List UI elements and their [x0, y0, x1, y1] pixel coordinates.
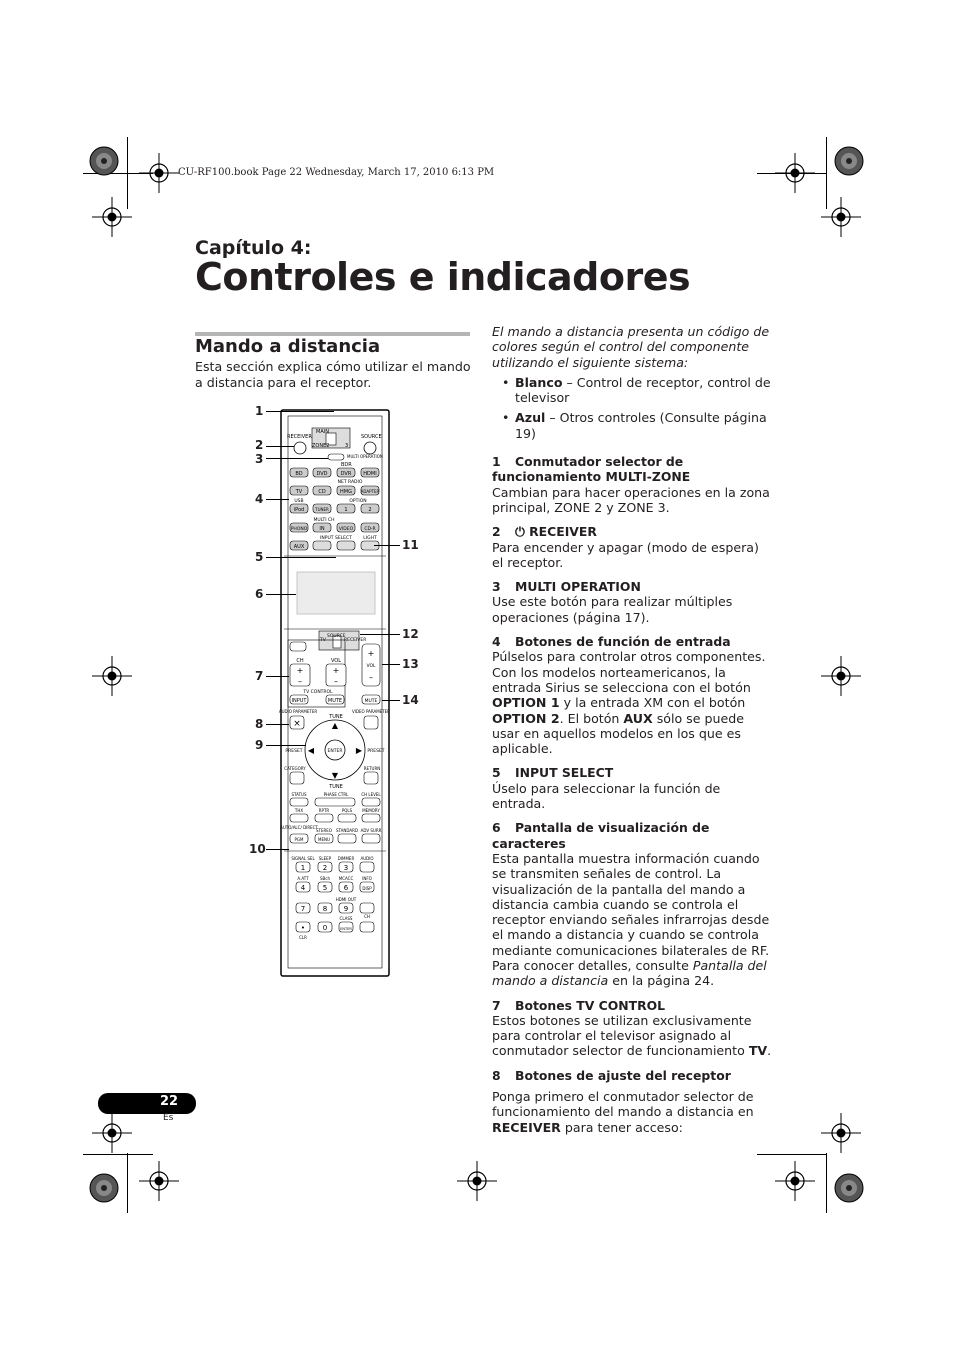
item-8-body: Ponga primero el conmutador selector de funcionamiento del mando a distancia en RECEIVER para tener acceso:: [492, 1089, 754, 1135]
rc-receiver-power-icon: [294, 442, 306, 454]
rc-bdr-label: BDR: [341, 462, 352, 468]
svg-text:9: 9: [343, 905, 349, 913]
rc-usb-label: USB: [294, 499, 304, 504]
rc-tv: TV: [295, 489, 303, 495]
rc-video-param-label: VIDEO PARAMETER: [352, 709, 390, 714]
item-6-body: Esta pantalla muestra información cuando se transmiten señales de control. La visualización de la pantalla del mando a distancia cambia cuando se controla el receptor enviando señales infrarrojas desde el mando a distancia y cuando se controla mediante comunicaciones bilaterales de RF. Para conocer detalles, consulte Pantalla del mando a distancia en la página 24.: [492, 850, 770, 989]
bullet-blue: • Azul – Otros controles (Consulte página 19): [492, 410, 772, 441]
svg-text:0: 0: [322, 924, 328, 932]
item-4-heading: 4 Botones de función de entrada: [492, 634, 731, 650]
svg-text:+: +: [296, 666, 304, 675]
svg-text:+: +: [332, 666, 340, 675]
page-number: 22: [160, 1094, 179, 1109]
callout-3: 3: [255, 452, 264, 466]
section-title: Mando a distancia: [195, 336, 381, 357]
right-column: [492, 324, 772, 1135]
rc-chlevel-label: CH LEVEL: [361, 792, 381, 797]
callout-1: 1: [255, 404, 264, 418]
callout-10: 10: [249, 842, 266, 856]
svg-text:◀: ◀: [307, 746, 315, 755]
chapter-label: Capítulo 4:: [195, 237, 312, 259]
rc-preset-right: PRESET: [367, 749, 385, 754]
rc-cd: CD: [318, 489, 326, 495]
rc-signalsel-label: SIGNAL SEL: [291, 856, 315, 861]
rc-mute: MUTE: [327, 698, 343, 704]
svg-text:1: 1: [300, 864, 306, 872]
rc-hmg: HMG: [340, 489, 352, 495]
svg-text:▶: ▶: [355, 746, 363, 755]
callout-5: 5: [255, 550, 264, 564]
svg-text:×: ×: [293, 719, 301, 729]
rc-auto-label: AUTO/ALC/ DIRECT: [280, 825, 318, 830]
rc-stereo-label: STEREO: [316, 828, 332, 833]
item-7-heading: 7 Botones TV CONTROL: [492, 997, 666, 1013]
rc-light-label: LIGHT: [363, 536, 377, 541]
rc-in: IN: [319, 526, 325, 532]
rc-inputselect-label: INPUT SELECT: [320, 536, 352, 541]
svg-text:MCACC: MCACC: [338, 876, 354, 881]
rc-netradio-label: NET RADIO: [337, 480, 363, 485]
rc-pgm: PGM: [294, 837, 304, 842]
rc-rptr-label: RPTR: [318, 808, 330, 813]
item-8-heading: 8 Botones de ajuste del receptor: [492, 1067, 731, 1083]
svg-text:INFO: INFO: [362, 876, 372, 881]
power-icon: ⏻: [515, 524, 530, 540]
rc-tv-sw-label: TV: [320, 638, 326, 643]
item-1-body: Cambian para hacer operaciones en la zona principal, ZONE 2 y ZONE 3.: [492, 484, 770, 515]
rc-source-sw-label: SOURCE: [327, 634, 346, 639]
rc-vol-right-label: VOL: [366, 664, 376, 669]
rc-adapter: ADAPTER: [360, 489, 380, 494]
svg-text:A.ATT: A.ATT: [297, 876, 309, 881]
svg-text:ENTER: ENTER: [340, 927, 352, 931]
svg-text:SBch: SBch: [319, 876, 331, 881]
rc-pqls-label: PQLS: [341, 808, 353, 813]
rc-source-power-icon: [364, 442, 376, 454]
page-title: Controles e indicadores: [195, 255, 691, 299]
callout-14: 14: [402, 693, 419, 707]
rc-sleep-label: SLEEP: [318, 856, 332, 861]
rc-status-label: STATUS: [291, 792, 307, 797]
svg-text:–: –: [298, 677, 302, 686]
rc-phasectrl-label: PHASE CTRL: [323, 792, 349, 797]
svg-text:DISP: DISP: [362, 886, 372, 891]
bullet-white: • Blanco – Control de receptor, control de televisor: [492, 375, 772, 406]
rc-mute-right: MUTE: [364, 699, 378, 704]
rc-hdmi: HDMI: [363, 471, 377, 477]
svg-text:7: 7: [300, 905, 306, 913]
svg-text:▼: ▼: [331, 771, 339, 780]
item-1-heading: 1 Conmutador selector de funcionamiento MULTI-ZONE: [492, 454, 691, 485]
rc-audio-label: AUDIO: [360, 856, 374, 861]
page-number-badge: [98, 1093, 196, 1114]
rc-multich-label: MULTI CH: [313, 518, 335, 523]
item-5-heading: 5 INPUT SELECT: [492, 765, 614, 781]
callout-7: 7: [255, 669, 264, 683]
svg-text:2: 2: [322, 864, 328, 872]
rc-multi-operation-label: MULTI OPERATION: [347, 454, 383, 459]
item-4-body: Púlselos para controlar otros componentes. Con los modelos norteamericanos, la entrada Sirius se selecciona con el botón OPTION 1 y la entrada XM con el botón OPTION 2. El botón AUX sólo se puede usar en aquellos modelos en los que es aplicable.: [492, 649, 766, 757]
item-3-heading: 3 MULTI OPERATION: [492, 579, 641, 595]
rc-aux: AUX: [293, 544, 305, 550]
svg-text:CLR: CLR: [299, 935, 307, 940]
rc-dimmer-label: DIMMER: [337, 856, 355, 861]
callout-6: 6: [255, 587, 264, 601]
rc-input: INPUT: [291, 698, 307, 704]
item-7-body: Estos botones se utilizan exclusivamente para controlar el televisor asignado al conmutador selector de funcionamiento TV.: [492, 1012, 772, 1059]
rc-option2: 2: [368, 507, 372, 513]
svg-text:8: 8: [322, 905, 328, 913]
section-intro: Esta sección explica cómo utilizar el mando a distancia para el receptor.: [195, 359, 471, 390]
svg-text:–: –: [369, 673, 373, 682]
rc-category-label: CATEGORY: [284, 766, 306, 771]
item-5-body: Úselo para seleccionar la función de entrada.: [492, 780, 721, 812]
svg-text:–: –: [334, 677, 338, 686]
rc-memory-label: MEMORY: [362, 808, 380, 813]
rc-display: [297, 572, 375, 614]
rc-zone2-label: ZONE2: [312, 443, 330, 449]
item-2-heading: 2 ⏻ RECEIVER: [492, 524, 597, 540]
callout-12: 12: [402, 627, 419, 641]
svg-text:4: 4: [300, 884, 306, 892]
rc-tune-bottom: TUNE: [329, 784, 343, 790]
callout-11: 11: [402, 538, 419, 552]
rc-option-label: OPTION: [349, 499, 367, 504]
svg-text:▲: ▲: [331, 721, 339, 730]
rc-main-label: MAIN: [316, 429, 329, 435]
rc-menu: MENU: [318, 837, 330, 842]
svg-text:+: +: [367, 649, 375, 658]
rc-tuner: TUNER: [315, 507, 329, 512]
item-2-body: Para encender y apagar (modo de espera) el receptor.: [492, 539, 759, 570]
rc-ipod: iPod: [293, 507, 305, 513]
item-6-heading: 6 Pantalla de visualización de caracteres: [492, 820, 710, 851]
rc-vol-label: VOL: [330, 658, 342, 664]
rc-tune-top: TUNE: [329, 714, 343, 720]
color-code-intro: El mando a distancia presenta un código de colores según el control del componente utilizando el siguiente sistema:: [492, 324, 770, 370]
svg-text:HDMI OUT: HDMI OUT: [335, 897, 357, 902]
svg-text:6: 6: [343, 884, 349, 892]
item-3-body: Use este botón para realizar múltiples operaciones (página 17).: [492, 594, 733, 625]
svg-text:3: 3: [343, 864, 349, 872]
rc-ch-label: CH: [296, 658, 304, 664]
callout-8: 8: [255, 717, 264, 731]
rc-receiver-label: RECEIVER: [287, 434, 312, 440]
svg-text:•: •: [300, 924, 306, 932]
rc-source-label: SOURCE: [361, 434, 382, 440]
rc-preset-left: PRESET: [285, 749, 303, 754]
rc-dvd: DVD: [316, 471, 328, 477]
callout-4: 4: [255, 492, 264, 506]
rc-video: VIDEO: [338, 527, 354, 532]
rc-tvcontrol-label: TV CONTROL: [303, 690, 333, 695]
svg-text:5: 5: [322, 884, 328, 892]
callout-13: 13: [402, 657, 419, 671]
rc-cdr: CD-R: [364, 527, 376, 532]
rc-thx-label: THX: [294, 808, 304, 813]
svg-text:CLASS: CLASS: [339, 916, 353, 921]
rc-dvr: DVR: [340, 471, 352, 477]
svg-text:CH: CH: [364, 914, 370, 919]
rc-receiver-sw-label: RECEIVER: [344, 638, 367, 643]
rc-option1: 1: [344, 507, 348, 513]
rc-phono: PHONO: [290, 527, 308, 532]
rc-audio-param-label: AUDIO PARAMETER: [278, 709, 318, 714]
rc-standard-label: STANDARD: [335, 828, 359, 833]
rc-bd: BD: [295, 471, 303, 477]
callout-2: 2: [255, 438, 264, 452]
file-info: CU-RF100.book Page 22 Wednesday, March 17, 2010 6:13 PM: [178, 167, 495, 178]
rc-enter: ENTER: [327, 749, 343, 754]
language-code: Es: [163, 1113, 174, 1123]
rc-advsurr-label: ADV SURR: [360, 828, 382, 833]
rc-return-label: RETURN: [363, 766, 381, 771]
callout-9: 9: [255, 738, 264, 752]
rc-zone3-label: 3: [345, 443, 349, 449]
